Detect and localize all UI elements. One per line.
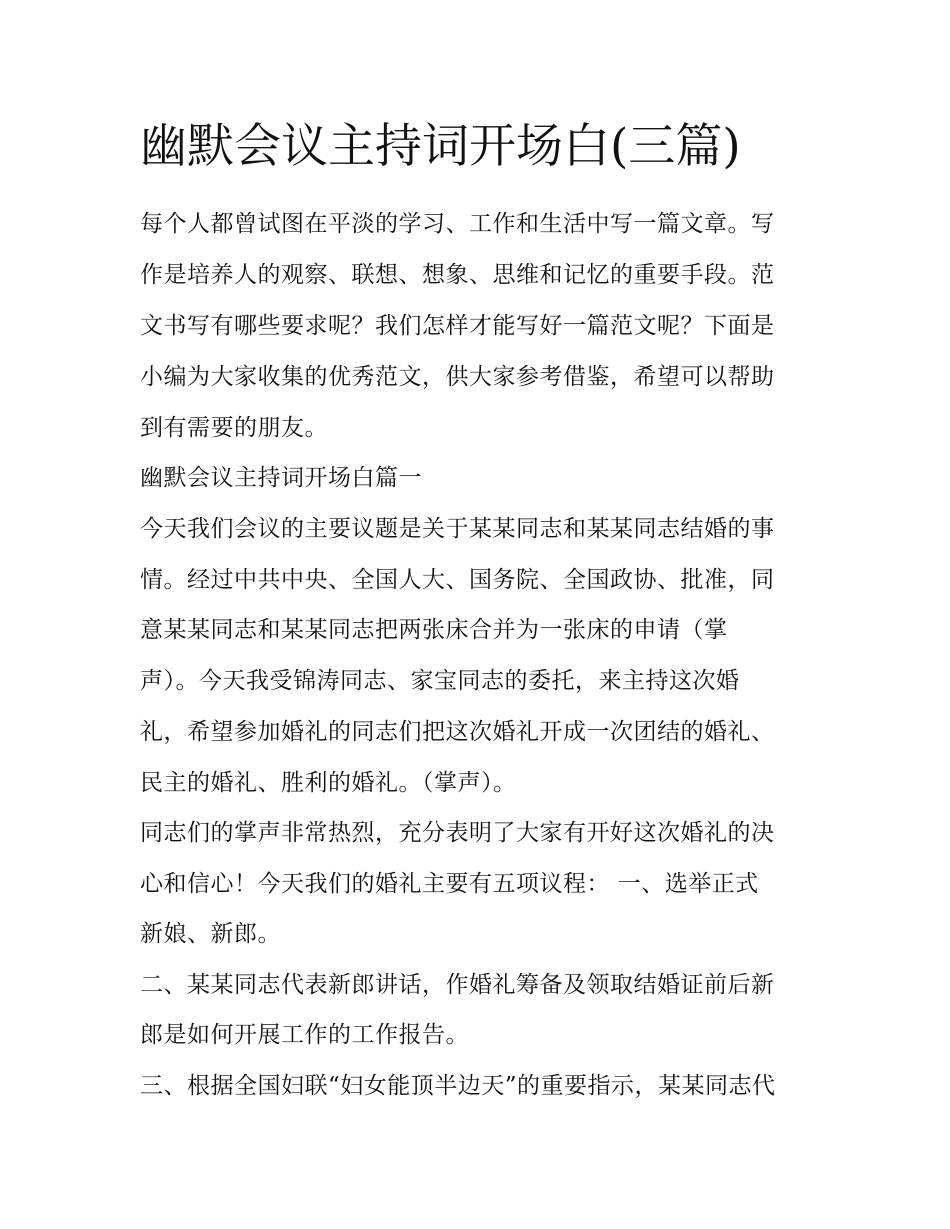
text-line: 声）。今天我受锦涛同志、家宝同志的委托，来主持这次婚 bbox=[140, 668, 740, 694]
text-line: 礼，希望参加婚礼的同志们把这次婚礼开成一次团结的婚礼、 bbox=[140, 719, 775, 745]
text-line: 作是培养人的观察、联想、想象、思维和记忆的重要手段。范 bbox=[140, 262, 775, 288]
document-title: 幽默会议主持词开场白(三篇) bbox=[140, 119, 741, 174]
text-line: 二、某某同志代表新郎讲话，作婚礼筹备及领取结婚证前后新 bbox=[140, 972, 775, 998]
text-line: 到有需要的朋友。 bbox=[140, 415, 328, 441]
text-line: 每个人都曾试图在平淡的学习、工作和生活中写一篇文章。写 bbox=[140, 211, 775, 237]
text-line: 小编为大家收集的优秀范文，供大家参考借鉴，希望可以帮助 bbox=[140, 364, 775, 390]
text-line: 今天我们会议的主要议题是关于某某同志和某某同志结婚的事 bbox=[140, 516, 775, 542]
text-line: 新娘、新郎。 bbox=[140, 921, 281, 947]
text-line: 意某某同志和某某同志把两张床合并为一张床的申请（掌 bbox=[140, 617, 728, 643]
text-line: 情。经过中共中央、全国人大、国务院、全国政协、批准，同 bbox=[140, 567, 775, 593]
text-line: 心和信心！今天我们的婚礼主要有五项议程： 一、选举正式 bbox=[140, 871, 759, 897]
text-line: 民主的婚礼、胜利的婚礼。（掌声）。 bbox=[140, 770, 517, 796]
text-line: 郎是如何开展工作的工作报告。 bbox=[140, 1022, 469, 1048]
text-line: 三、根据全国妇联“妇女能顶半边天”的重要指示，某某同志代 bbox=[140, 1073, 776, 1099]
section-heading: 幽默会议主持词开场白篇一 bbox=[140, 465, 422, 491]
text-line: 同志们的掌声非常热烈，充分表明了大家有开好这次婚礼的决 bbox=[140, 820, 775, 846]
text-line: 文书写有哪些要求呢？我们怎样才能写好一篇范文呢？下面是 bbox=[140, 313, 775, 339]
